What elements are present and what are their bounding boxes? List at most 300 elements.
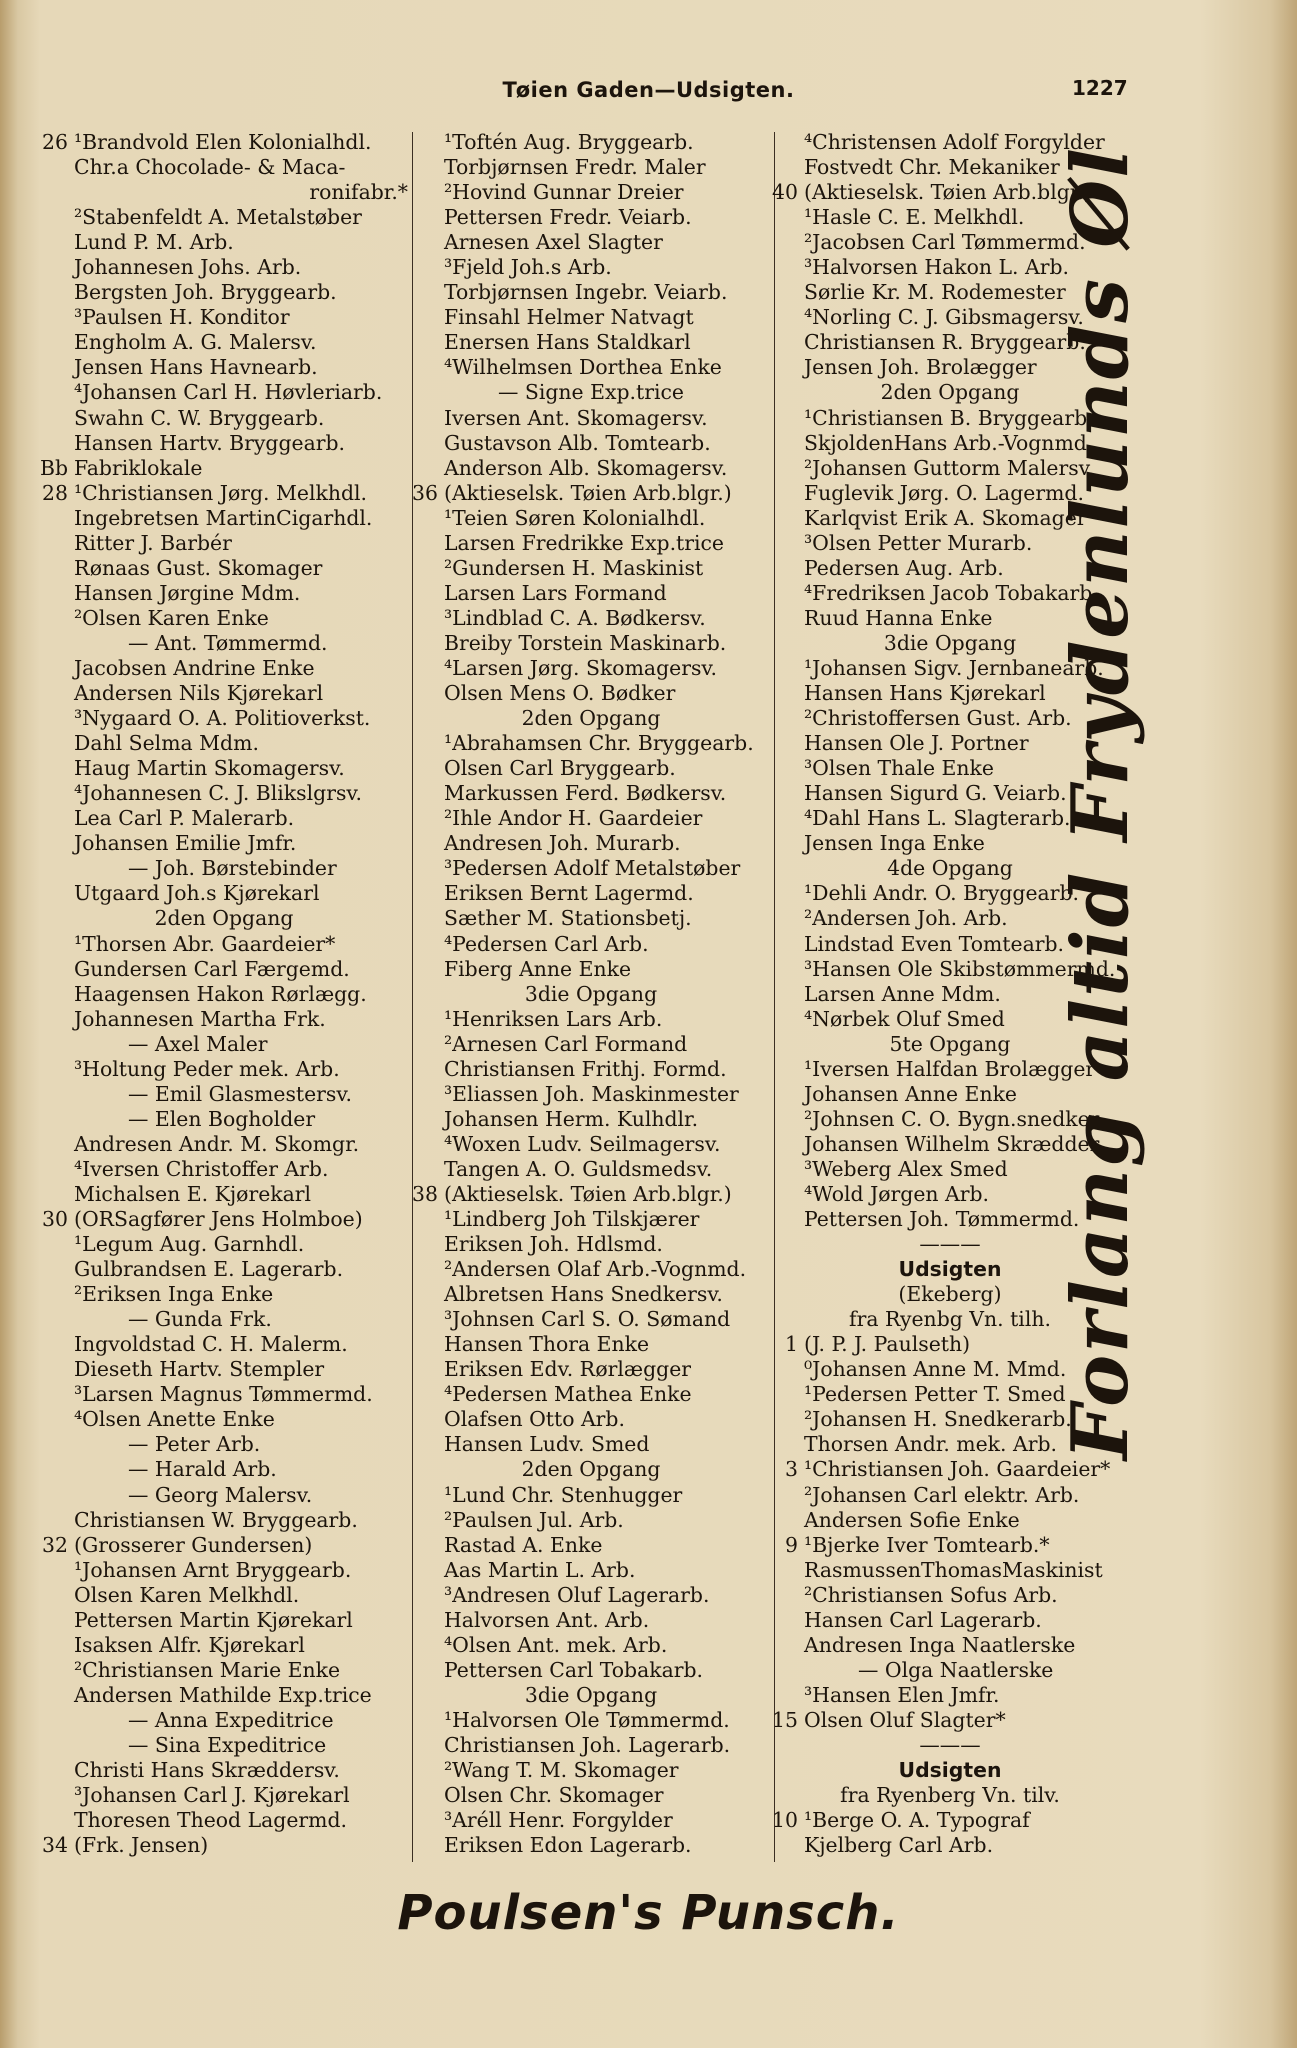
entry-text: Torbjørnsen Fredr. Maler	[444, 155, 706, 180]
entry-text: Johansen Emilie Jmfr.	[74, 831, 297, 856]
entry-text: Eriksen Edv. Rørlægger	[444, 1357, 692, 1382]
directory-entry	[410, 831, 772, 856]
house-number: 15	[772, 1707, 798, 1732]
house-number: 26	[42, 130, 68, 154]
directory-entry	[40, 756, 408, 781]
entry-text: Christi Hans Skræddersv.	[74, 1758, 340, 1783]
entry-text: Andersen Sofie Enke	[804, 1507, 1020, 1532]
entry-text: ³Holtung Peder mek. Arb.	[74, 1056, 340, 1081]
entry-text: (ORSagfører Jens Holmboe)	[74, 1207, 363, 1232]
entry-text: — Signe Exp.trice	[498, 380, 684, 405]
directory-entry	[770, 1608, 1130, 1633]
entry-text: ³Larsen Magnus Tømmermd.	[74, 1382, 373, 1407]
entry-text: Chr.a Chocolade- & Maca-	[74, 155, 346, 180]
entry-text: Olsen Chr. Skomager	[444, 1783, 664, 1808]
directory-entry	[40, 1833, 408, 1858]
entry-text: Pettersen Carl Tobakarb.	[444, 1657, 704, 1682]
entry-text: Jensen Joh. Brolægger	[804, 355, 1037, 380]
entry-text: — Joh. Børstebinder	[128, 856, 337, 881]
entry-text: Hansen Sigurd G. Veiarb.	[804, 781, 1067, 806]
house-number: 30	[42, 1207, 68, 1232]
directory-entry	[40, 1032, 408, 1057]
directory-entry	[770, 1683, 1130, 1708]
directory-entry	[40, 656, 408, 681]
directory-entry	[410, 305, 772, 330]
entry-text: Eriksen Bernt Lagermd.	[444, 881, 694, 906]
house-number: 40	[772, 180, 798, 205]
house-number: 28	[42, 480, 68, 505]
entry-text: ²Paulsen Jul. Arb.	[444, 1507, 624, 1532]
entry-text: ¹Johansen Arnt Bryggearb.	[74, 1557, 352, 1582]
directory-entry	[40, 731, 408, 756]
entry-text: ⁴Christensen Adolf Forgylder	[804, 130, 1105, 154]
directory-entry	[40, 1658, 408, 1683]
entry-text: 2den Opgang	[521, 1457, 661, 1482]
entry-text: ronifabr.*	[309, 180, 408, 205]
entry-text: ¹Berge O. A. Typograf	[804, 1808, 1030, 1833]
entry-text: ¹Abrahamsen Chr. Bryggearb.	[444, 731, 754, 756]
entry-text: Ingvoldstad C. H. Malerm.	[74, 1332, 348, 1357]
entry-text: Pettersen Martin Kjørekarl	[74, 1607, 353, 1632]
directory-entry	[40, 856, 408, 881]
directory-entry	[40, 1082, 408, 1107]
house-number: 9	[785, 1532, 798, 1557]
directory-entry	[410, 1432, 772, 1457]
directory-entry	[410, 130, 772, 155]
directory-entry	[410, 1833, 772, 1858]
house-number: 32	[42, 1532, 68, 1557]
entry-text: Larsen Anne Mdm.	[804, 981, 1001, 1006]
directory-entry	[40, 982, 408, 1007]
directory-entry	[40, 1157, 408, 1182]
directory-column-2	[410, 130, 772, 1858]
directory-entry	[40, 581, 408, 606]
entry-text: ⁴Pedersen Mathea Enke	[444, 1382, 692, 1407]
entry-text: Thorsen Andr. mek. Arb.	[804, 1432, 1058, 1457]
entry-text: — Gunda Frk.	[128, 1307, 272, 1332]
entry-text: — Elen Bogholder	[128, 1106, 316, 1131]
entry-text: Halvorsen Ant. Arb.	[444, 1607, 650, 1632]
directory-entry	[410, 1107, 772, 1132]
entry-text: ¹Christiansen Jørg. Melkhdl.	[74, 480, 368, 505]
directory-entry	[410, 1207, 772, 1232]
directory-entry	[40, 1457, 408, 1482]
directory-entry	[40, 355, 408, 380]
directory-entry	[40, 230, 408, 255]
entry-text: Lund P. M. Arb.	[74, 230, 234, 255]
directory-entry	[410, 881, 772, 906]
entry-text: ⁴Olsen Ant. mek. Arb.	[444, 1632, 668, 1657]
entry-text: Aas Martin L. Arb.	[444, 1557, 636, 1582]
entry-text: Andersen Mathilde Exp.trice	[74, 1682, 372, 1707]
entry-text: ²Eriksen Inga Enke	[74, 1282, 274, 1307]
directory-entry	[40, 1407, 408, 1432]
directory-entry	[410, 1182, 772, 1207]
entry-text: Fuglevik Jørg. O. Lagermd.	[804, 480, 1084, 505]
entry-text: Pettersen Fredr. Veiarb.	[444, 205, 692, 230]
entry-text: ¹Teien Søren Kolonialhdl.	[444, 505, 706, 530]
directory-entry	[770, 1508, 1130, 1533]
directory-entry	[410, 1808, 772, 1833]
entry-text: Olsen Carl Bryggearb.	[444, 756, 676, 781]
directory-entry	[410, 1683, 772, 1708]
entry-text: Johansen Wilhelm Skrædder	[804, 1131, 1100, 1156]
entry-text: Christiansen Joh. Lagerarb.	[444, 1733, 731, 1757]
directory-entry	[410, 957, 772, 982]
entry-text: Hansen Ole J. Portner	[804, 731, 1029, 756]
entry-text: Udsigten	[898, 1758, 1002, 1783]
directory-entry	[40, 380, 408, 405]
entry-text: 2den Opgang	[521, 706, 661, 731]
entry-text: ⁴Pedersen Carl Arb.	[444, 931, 649, 956]
directory-entry	[410, 230, 772, 255]
directory-entry	[40, 631, 408, 656]
entry-text: ¹Dehli Andr. O. Bryggearb.	[804, 881, 1079, 906]
entry-text: Hansen Ludv. Smed	[444, 1432, 650, 1457]
directory-entry	[40, 1357, 408, 1382]
directory-entry	[40, 957, 408, 982]
entry-text: Pettersen Joh. Tømmermd.	[804, 1207, 1080, 1232]
entry-text: Christiansen W. Bryggearb.	[74, 1507, 358, 1532]
vertical-advertisement: Forlang altid Frydenlunds Øl	[1055, 146, 1146, 1460]
entry-text: ²Christoffersen Gust. Arb.	[804, 706, 1072, 731]
directory-entry	[410, 1357, 772, 1382]
entry-text: Lindstad Even Tomtearb.	[804, 931, 1065, 956]
entry-text: (J. P. J. Paulseth)	[804, 1332, 971, 1357]
entry-text: Johansen Herm. Kulhdlr.	[444, 1106, 699, 1131]
entry-text: ²Johnsen C. O. Bygn.snedker	[804, 1106, 1100, 1131]
directory-entry	[410, 1608, 772, 1633]
entry-text: Ritter J. Barbér	[74, 530, 232, 555]
directory-entry	[40, 1533, 408, 1558]
entry-text: Utgaard Joh.s Kjørekarl	[74, 881, 320, 906]
entry-text: ³Andresen Oluf Lagerarb.	[444, 1582, 710, 1607]
directory-entry	[770, 1457, 1130, 1482]
entry-text: Johannesen Martha Frk.	[74, 1006, 326, 1031]
entry-text: ²Arnesen Carl Formand	[444, 1031, 688, 1056]
directory-entry	[410, 631, 772, 656]
directory-entry	[40, 481, 408, 506]
entry-text: ²Hovind Gunnar Dreier	[444, 180, 684, 205]
entry-text: Markussen Ferd. Bødkersv.	[444, 781, 727, 806]
entry-text: ¹Johansen Sigv. Jernbanearb.	[804, 655, 1104, 680]
entry-text: Jacobsen Andrine Enke	[74, 655, 315, 680]
house-number: 10	[772, 1808, 798, 1833]
directory-entry	[40, 932, 408, 957]
directory-entry	[40, 831, 408, 856]
entry-text: ¹Pedersen Petter T. Smed	[804, 1382, 1066, 1407]
directory-entry	[410, 1407, 772, 1432]
entry-text: SkjoldenHans Arb.-Vognmd.	[804, 430, 1094, 455]
directory-entry	[40, 1508, 408, 1533]
directory-entry	[410, 1633, 772, 1658]
directory-entry	[410, 1007, 772, 1032]
directory-entry	[410, 1733, 772, 1758]
directory-entry	[40, 330, 408, 355]
directory-entry	[410, 756, 772, 781]
entry-text: ———	[919, 1733, 981, 1757]
entry-text: Arnesen Axel Slagter	[444, 230, 663, 255]
entry-text: ³Pedersen Adolf Metalstøber	[444, 856, 741, 881]
page-title: Tøien Gaden—Udsigten.	[502, 78, 795, 102]
entry-text: Ingebretsen MartinCigarhdl.	[74, 505, 373, 530]
entry-text: ⁴Nørbek Oluf Smed	[804, 1006, 1005, 1031]
directory-entry	[410, 155, 772, 180]
entry-text: ²Wang T. M. Skomager	[444, 1758, 679, 1783]
directory-entry	[410, 355, 772, 380]
entry-text: Christiansen Frithj. Formd.	[444, 1056, 727, 1081]
entry-text: ¹Henriksen Lars Arb.	[444, 1006, 663, 1031]
entry-text: ³Olsen Petter Murarb.	[804, 530, 1033, 555]
entry-text: Udsigten	[898, 1257, 1002, 1282]
entry-text: Johannesen Johs. Arb.	[74, 255, 302, 280]
entry-text: Thoresen Theod Lagermd.	[74, 1808, 348, 1833]
directory-entry	[410, 1132, 772, 1157]
entry-text: — Ant. Tømmermd.	[128, 630, 328, 655]
directory-entry	[410, 330, 772, 355]
directory-entry	[410, 531, 772, 556]
entry-text: ³Fjeld Joh.s Arb.	[444, 255, 612, 280]
entry-text: Swahn C. W. Bryggearb.	[74, 405, 325, 430]
entry-text: Albretsen Hans Snedkersv.	[444, 1282, 723, 1307]
directory-entry	[770, 1633, 1130, 1658]
directory-entry	[40, 531, 408, 556]
entry-text: ³Johnsen Carl S. O. Sømand	[444, 1307, 731, 1332]
entry-text: Sæther M. Stationsbetj.	[444, 906, 692, 931]
directory-entry	[40, 1758, 408, 1783]
entry-text: Dieseth Hartv. Stempler	[74, 1357, 325, 1382]
entry-text: ¹Legum Aug. Garnhdl.	[74, 1232, 305, 1257]
entry-text: 3die Opgang	[883, 630, 1017, 655]
entry-text: (Aktieselsk. Tøien Arb.blgr.)	[444, 1181, 732, 1206]
entry-text: — Olga Naatlerske	[858, 1657, 1054, 1682]
entry-text: Breiby Torstein Maskinarb.	[444, 630, 727, 655]
house-number: Bb	[40, 455, 69, 480]
directory-entry	[40, 1583, 408, 1608]
entry-text: ³Aréll Henr. Forgylder	[444, 1808, 673, 1833]
entry-text: ———	[919, 1232, 981, 1257]
directory-entry	[770, 1808, 1130, 1833]
directory-entry	[770, 1558, 1130, 1583]
entry-text: Fiberg Anne Enke	[444, 956, 632, 981]
directory-entry	[40, 881, 408, 906]
entry-text: Rønaas Gust. Skomager	[74, 555, 323, 580]
entry-text: Michalsen E. Kjørekarl	[74, 1181, 312, 1206]
entry-text: Hansen Carl Lagerarb.	[804, 1607, 1042, 1632]
entry-text: Hansen Hans Kjørekarl	[804, 681, 1046, 706]
directory-entry	[40, 1783, 408, 1808]
directory-entry	[410, 1157, 772, 1182]
entry-text: ¹Iversen Halfdan Brolægger	[804, 1056, 1096, 1081]
entry-text: Torbjørnsen Ingebr. Veiarb.	[444, 280, 728, 305]
directory-entry	[410, 1282, 772, 1307]
entry-text: Larsen Lars Formand	[444, 580, 667, 605]
entry-text: Gundersen Carl Færgemd.	[74, 956, 350, 981]
entry-text: 4de Opgang	[887, 856, 1013, 881]
entry-text: ⁴Wilhelmsen Dorthea Enke	[444, 355, 722, 380]
entry-text: ²Johansen Carl elektr. Arb.	[804, 1482, 1080, 1507]
entry-text: ³Olsen Thale Enke	[804, 756, 994, 781]
entry-text: Ruud Hanna Enke	[804, 605, 993, 630]
entry-text: Rastad A. Enke	[444, 1532, 603, 1557]
directory-entry	[40, 1708, 408, 1733]
directory-entry	[410, 1082, 772, 1107]
entry-text: (Ekeberg)	[898, 1282, 1002, 1307]
entry-text: Gulbrandsen E. Lagerarb.	[74, 1257, 344, 1282]
entry-text: Haug Martin Skomagersv.	[74, 756, 345, 781]
directory-entry	[410, 1558, 772, 1583]
entry-text: Haagensen Hakon Rørlægg.	[74, 981, 367, 1006]
directory-entry	[40, 1257, 408, 1282]
entry-text: ³Paulsen H. Konditor	[74, 305, 290, 330]
entry-text: Johansen Anne Enke	[804, 1081, 1017, 1106]
directory-entry	[410, 1483, 772, 1508]
entry-text: — Georg Malersv.	[128, 1482, 313, 1507]
entry-text: Isaksen Alfr. Kjørekarl	[74, 1632, 305, 1657]
entry-text: ²Johansen Guttorm Malersv.	[804, 455, 1095, 480]
directory-entry	[410, 1332, 772, 1357]
directory-entry	[410, 1257, 772, 1282]
entry-text: (Frk. Jensen)	[74, 1833, 209, 1858]
entry-text: ⁴Wold Jørgen Arb.	[804, 1181, 990, 1206]
directory-entry	[410, 1232, 772, 1257]
directory-entry	[40, 406, 408, 431]
directory-entry	[40, 1107, 408, 1132]
entry-text: ³Weberg Alex Smed	[804, 1156, 1008, 1181]
directory-entry	[410, 255, 772, 280]
entry-text: — Anna Expeditrice	[128, 1707, 334, 1732]
directory-entry	[40, 1483, 408, 1508]
directory-entry	[410, 205, 772, 230]
entry-text: ⁴Larsen Jørg. Skomagersv.	[444, 655, 717, 680]
directory-entry	[410, 280, 772, 305]
entry-text: Dahl Selma Mdm.	[74, 731, 259, 756]
directory-entry	[410, 456, 772, 481]
directory-entry	[410, 806, 772, 831]
entry-text: ²Gundersen H. Maskinist	[444, 555, 704, 580]
entry-text: ³Halvorsen Hakon L. Arb.	[804, 255, 1070, 280]
entry-text: fra Ryenbg Vn. tilh.	[849, 1307, 1051, 1332]
entry-text: ²Andersen Joh. Arb.	[804, 906, 1008, 931]
directory-entry	[410, 1758, 772, 1783]
directory-entry	[410, 932, 772, 957]
directory-entry	[410, 581, 772, 606]
entry-text: ¹Toftén Aug. Bryggearb.	[444, 130, 694, 154]
directory-entry	[40, 806, 408, 831]
entry-text: — Harald Arb.	[128, 1457, 277, 1482]
entry-text: Olafsen Otto Arb.	[444, 1407, 625, 1432]
directory-entry	[770, 1783, 1130, 1808]
directory-entry	[40, 155, 408, 180]
directory-entry	[40, 1558, 408, 1583]
directory-entry	[410, 1032, 772, 1057]
directory-entry	[410, 706, 772, 731]
directory-entry	[410, 431, 772, 456]
directory-entry	[410, 1457, 772, 1482]
house-number: 34	[42, 1833, 68, 1858]
entry-text: Andresen Joh. Murarb.	[444, 831, 681, 856]
entry-text: Andresen Andr. M. Skomgr.	[74, 1131, 360, 1156]
directory-entry	[40, 906, 408, 931]
entry-text: ²Jacobsen Carl Tømmermd.	[804, 230, 1086, 255]
entry-text: 5te Opgang	[889, 1031, 1011, 1056]
entry-text: Olsen Mens O. Bødker	[444, 681, 676, 706]
directory-entry	[40, 1232, 408, 1257]
entry-text: ¹Lund Chr. Stenhugger	[444, 1482, 683, 1507]
entry-text: ¹Thorsen Abr. Gaardeier*	[74, 931, 336, 956]
house-number: 1	[785, 1332, 798, 1357]
entry-text: ¹Hasle C. E. Melkhdl.	[804, 205, 1025, 230]
entry-text: ⁴Olsen Anette Enke	[74, 1407, 275, 1432]
entry-text: (Aktieselsk. Tøien Arb.blgr.)	[804, 180, 1092, 205]
directory-entry	[40, 1808, 408, 1833]
entry-text: 2den Opgang	[880, 380, 1020, 405]
directory-entry	[410, 856, 772, 881]
directory-entry	[410, 606, 772, 631]
entry-text: ⁴Dahl Hans L. Slagterarb.	[804, 806, 1071, 831]
directory-entry	[410, 1583, 772, 1608]
directory-entry	[410, 1658, 772, 1683]
directory-entry	[410, 1382, 772, 1407]
directory-entry	[40, 280, 408, 305]
directory-entry	[770, 1758, 1130, 1783]
entry-text: Engholm A. G. Malersv.	[74, 330, 317, 355]
entry-text: ²Ihle Andor H. Gaardeier	[444, 806, 703, 831]
entry-text: ¹Lindberg Joh Tilskjærer	[444, 1207, 700, 1232]
directory-entry	[40, 456, 408, 481]
directory-entry	[410, 180, 772, 205]
house-number: 3	[785, 1457, 798, 1482]
directory-entry	[410, 556, 772, 581]
entry-text: — Peter Arb.	[128, 1432, 261, 1457]
entry-text: RasmussenThomasMaskinist	[804, 1557, 1103, 1582]
entry-text: ²Olsen Karen Enke	[74, 605, 269, 630]
entry-text: ³Nygaard O. A. Politioverkst.	[74, 706, 371, 731]
entry-text: 2den Opgang	[154, 906, 294, 931]
directory-entry	[410, 380, 772, 405]
entry-text: Jensen Inga Enke	[804, 831, 985, 856]
entry-text: ⁴Johannesen C. J. Blikslgrsv.	[74, 781, 362, 806]
entry-text: — Emil Glasmestersv.	[128, 1081, 352, 1106]
house-number: 36	[412, 480, 438, 505]
entry-text: Karlqvist Erik A. Skomager	[804, 505, 1087, 530]
directory-entry	[40, 706, 408, 731]
entry-text: 3die Opgang	[524, 1682, 658, 1707]
entry-text: Finsahl Helmer Natvagt	[444, 305, 694, 330]
directory-entry	[40, 506, 408, 531]
entry-text: ³Lindblad C. A. Bødkersv.	[444, 605, 706, 630]
entry-text: ³Hansen Elen Jmfr.	[804, 1682, 1000, 1707]
entry-text: ⁰Johansen Anne M. Mmd.	[804, 1357, 1067, 1382]
entry-text: Larsen Fredrikke Exp.trice	[444, 530, 725, 555]
directory-entry	[410, 982, 772, 1007]
directory-entry	[40, 180, 408, 205]
directory-entry	[40, 1683, 408, 1708]
entry-text: 3die Opgang	[524, 981, 658, 1006]
directory-entry	[410, 406, 772, 431]
directory-entry	[40, 1608, 408, 1633]
directory-entry	[410, 1783, 772, 1808]
entry-text: fra Ryenberg Vn. tilv.	[840, 1783, 1060, 1808]
directory-entry	[40, 130, 408, 155]
entry-text: — Axel Maler	[128, 1031, 268, 1056]
directory-entry	[40, 431, 408, 456]
entry-text: ¹Christiansen B. Bryggearb.	[804, 405, 1094, 430]
entry-text: ²Andersen Olaf Arb.-Vognmd.	[444, 1257, 747, 1282]
directory-entry	[410, 1307, 772, 1332]
directory-entry	[40, 1057, 408, 1082]
entry-text: Fostvedt Chr. Mekaniker	[804, 155, 1060, 180]
